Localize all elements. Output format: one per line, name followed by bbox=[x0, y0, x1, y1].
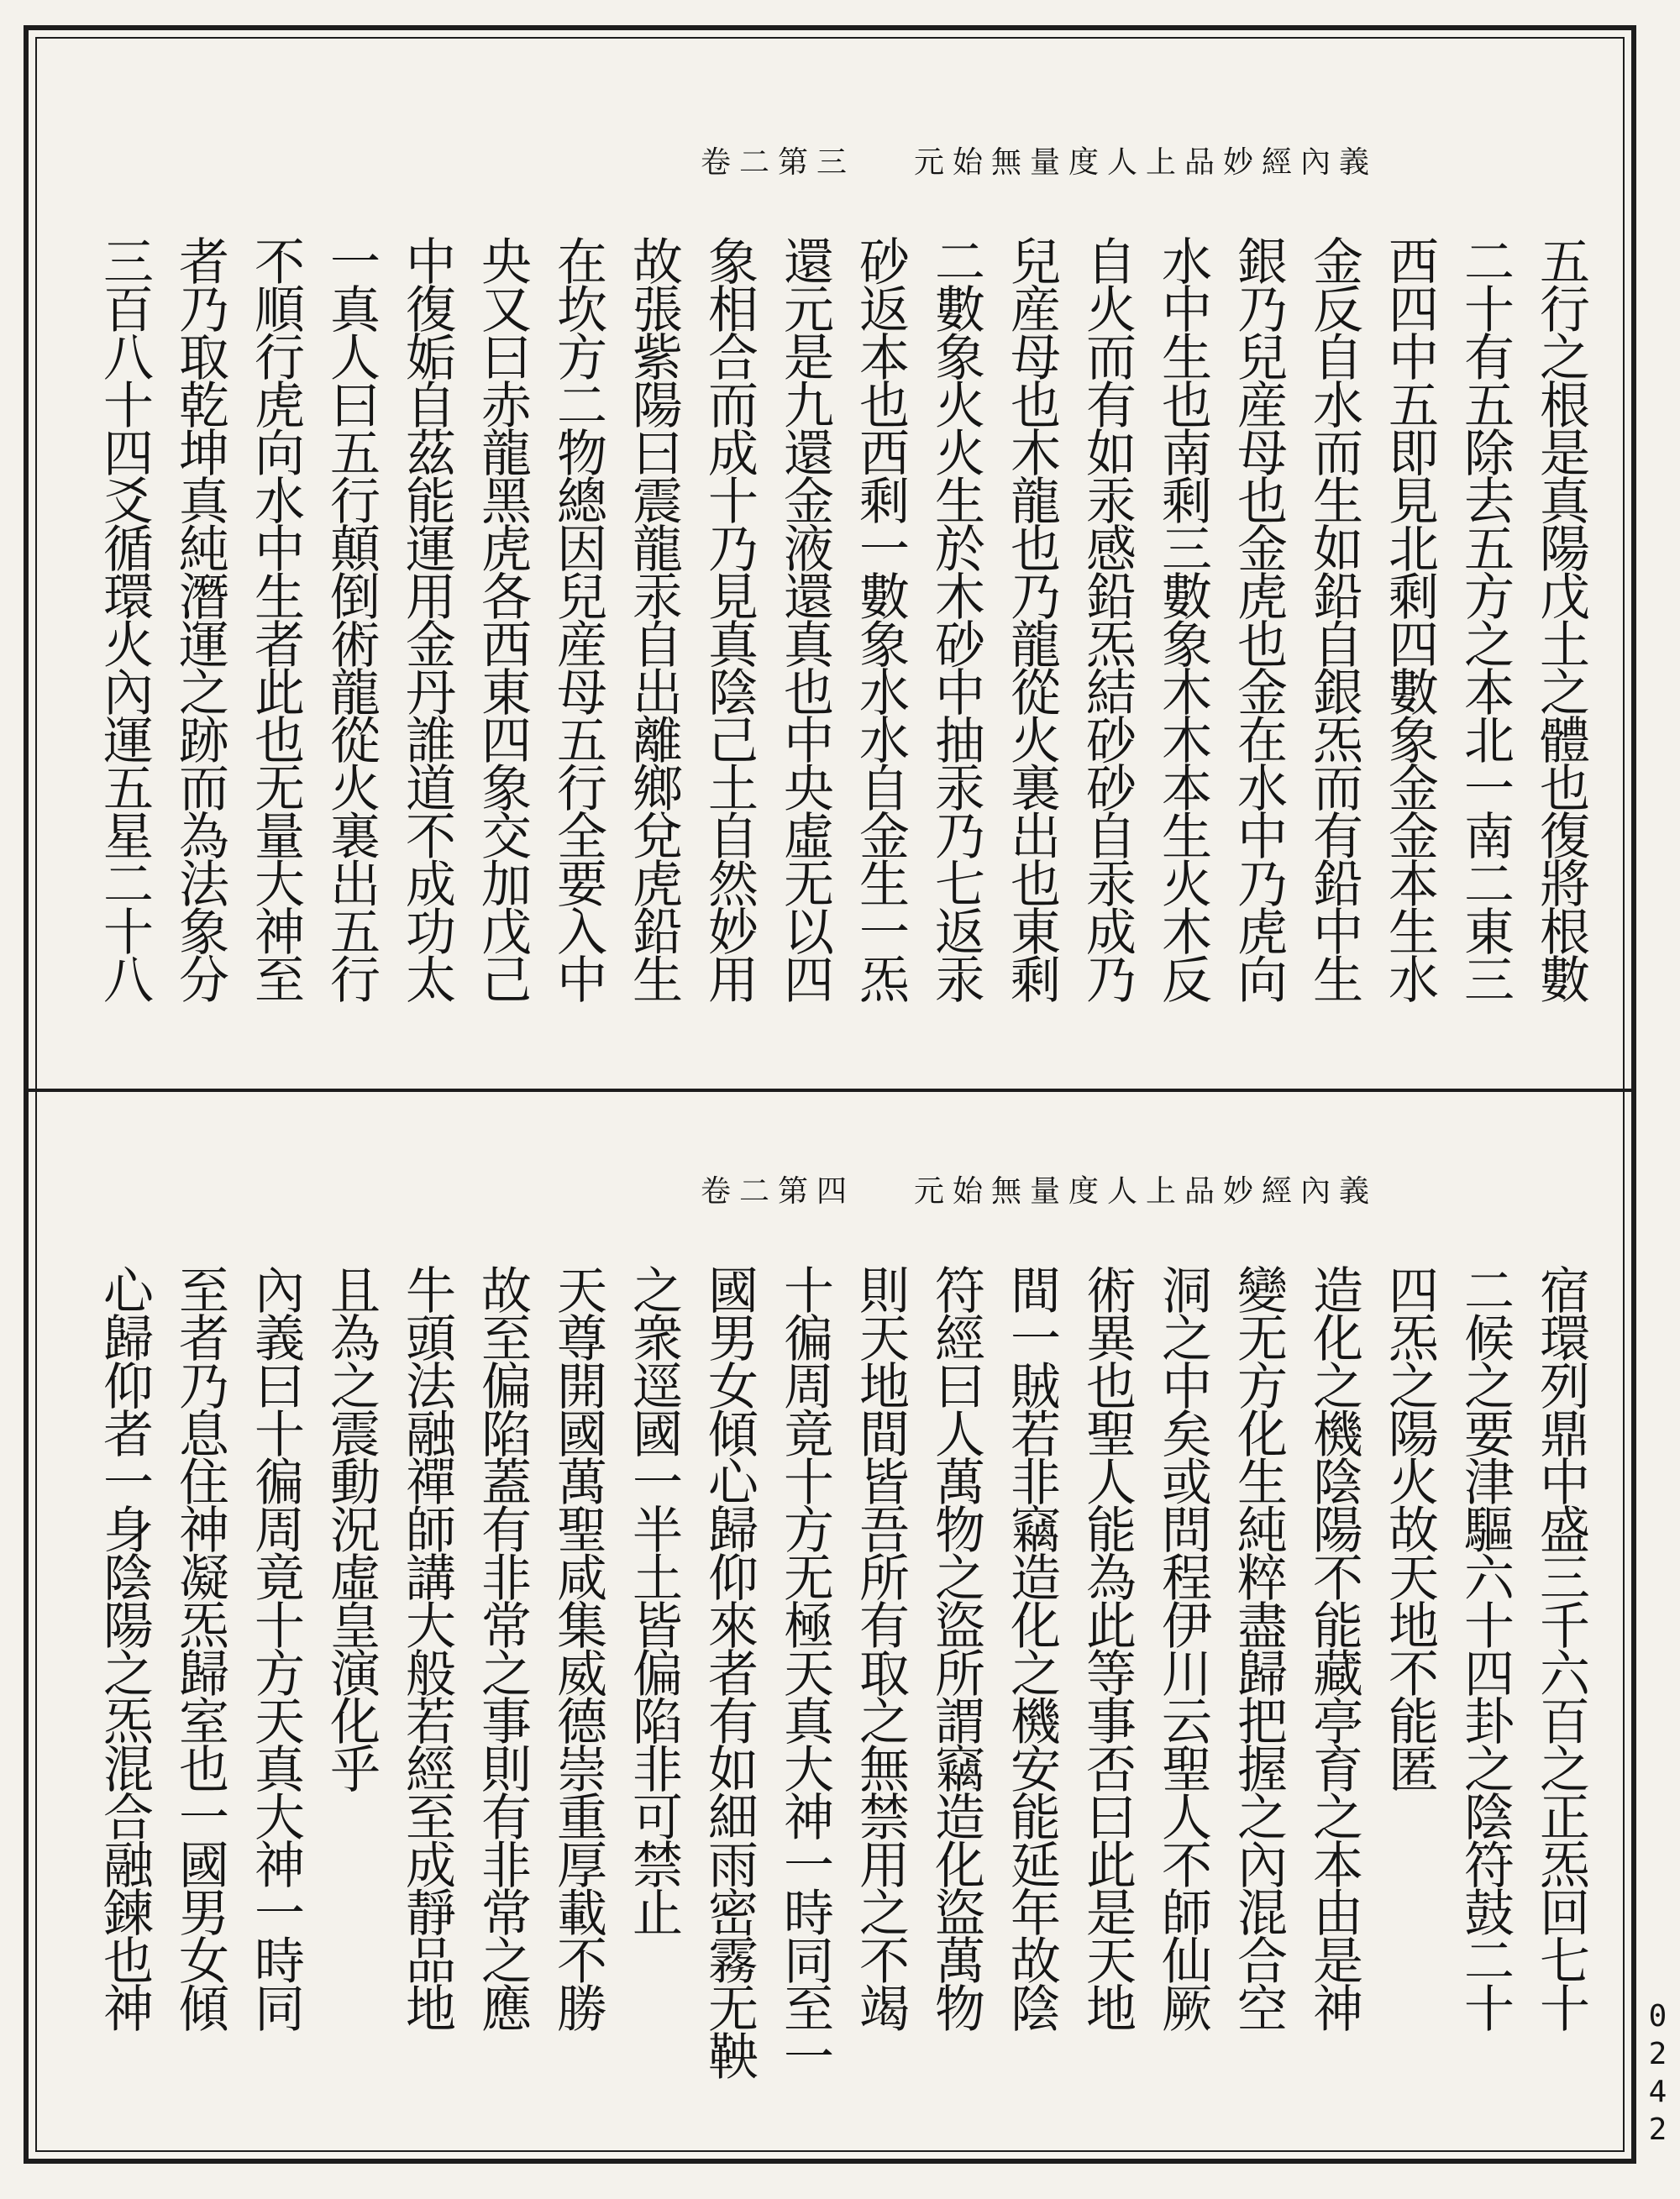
upper-leaf bbox=[84, 134, 1596, 1067]
text-column: 在坎方二物總因兒産母五行全要入中 bbox=[549, 235, 607, 1001]
text-column: 兒産母也木龍也乃龍從火裏出也東剩 bbox=[1002, 235, 1061, 1001]
text-column: 牛頭法融禪師講大般若經至成靜品地 bbox=[397, 1264, 456, 2030]
text-column: 中復姤自茲能運用金丹誰道不成功太 bbox=[397, 235, 456, 1001]
text-column: 間一賊若非竊造化之機安能延年故陰 bbox=[1002, 1264, 1061, 2030]
text-column: 五行之根是真陽戊土之體也復將根數 bbox=[1531, 235, 1590, 1001]
text-column: 內義曰十徧周竟十方天真大神一時同 bbox=[246, 1264, 305, 2030]
text-column: 砂返本也西剩一數象水水自金生一炁 bbox=[851, 235, 910, 1001]
text-column: 二數象火火生於木砂中抽汞乃七返汞 bbox=[927, 235, 985, 1001]
text-column: 四炁之陽火故天地不能匿 bbox=[1380, 1264, 1439, 1791]
text-column: 西四中五即見北剩四數象金金本生水 bbox=[1380, 235, 1439, 1001]
text-column: 故至偏陷蓋有非常之事則有非常之應 bbox=[473, 1264, 532, 2030]
text-column: 水中生也南剩三數象木木本生火木反 bbox=[1153, 235, 1212, 1001]
text-column: 造化之機陰陽不能藏亭育之本由是神 bbox=[1305, 1264, 1363, 2030]
text-column: 之衆逕國一半土皆偏陷非可禁止 bbox=[624, 1264, 683, 1934]
text-column: 心歸仰者一身陰陽之炁混合融鍊也神 bbox=[95, 1264, 154, 2030]
text-column: 宿環列鼎中盛三千六百之正炁回七十 bbox=[1531, 1264, 1590, 2030]
text-column: 故張紫陽曰震龍汞自出離鄉兌虎鉛生 bbox=[624, 235, 683, 1001]
text-column: 象相合而成十乃見真陰己土自然妙用 bbox=[700, 235, 759, 1001]
lower-header-chapter: 卷二第四 bbox=[700, 1173, 855, 1209]
text-column: 者乃取乾坤真純潛運之跡而為法象分 bbox=[171, 235, 229, 1001]
text-column: 變无方化生純粹盡歸把握之內混合空 bbox=[1229, 1264, 1288, 2030]
text-column: 二候之要津驅六十四卦之陰符鼓二十 bbox=[1456, 1264, 1515, 2030]
text-column: 一真人曰五行顛倒術龍從火裏出五行 bbox=[322, 235, 381, 1001]
text-column: 則天地間皆吾所有取之無禁用之不竭 bbox=[851, 1264, 910, 2030]
text-column: 央又曰赤龍黑虎各西東四象交加戊己 bbox=[473, 235, 532, 1001]
upper-header bbox=[701, 134, 1378, 185]
lower-header-title: 元始無量度人上品妙經內義 bbox=[913, 1173, 1378, 1209]
upper-header-chapter: 卷二第三 bbox=[700, 144, 855, 180]
lower-leaf bbox=[84, 1163, 1596, 2129]
fold-divider bbox=[25, 1089, 1631, 1092]
text-column: 國男女傾心歸仰來者有如細雨密霧无鞅 bbox=[700, 1264, 759, 2078]
text-column: 不順行虎向水中生者此也无量大神至 bbox=[246, 235, 305, 1001]
lower-header bbox=[701, 1163, 1378, 1214]
lower-text-columns bbox=[84, 1264, 1596, 2138]
text-column: 自火而有如汞感鉛炁結砂砂自汞成乃 bbox=[1078, 235, 1137, 1001]
text-column: 至者乃息住神凝炁歸室也一國男女傾 bbox=[171, 1264, 229, 2030]
text-column: 銀乃兒産母也金虎也金在水中乃虎向 bbox=[1229, 235, 1288, 1001]
text-column: 天尊開國萬聖咸集威德崇重厚載不勝 bbox=[549, 1264, 607, 2030]
text-column: 十徧周竟十方无極天真大神一時同至一 bbox=[775, 1264, 834, 2078]
text-column: 二十有五除去五方之本北一南二東三 bbox=[1456, 235, 1515, 1001]
text-column: 三百八十四爻循環火內運五星二十八 bbox=[95, 235, 154, 1001]
text-column: 且為之震動況虛皇演化乎 bbox=[322, 1264, 381, 1791]
text-column: 還元是九還金液還真也中央虛无以四 bbox=[775, 235, 834, 1001]
sheet-number: 0242 bbox=[1641, 1999, 1675, 2150]
text-column: 金反自水而生如鉛自銀炁而有鉛中生 bbox=[1305, 235, 1363, 1001]
text-column: 術異也聖人能為此等事否曰此是天地 bbox=[1078, 1264, 1137, 2030]
upper-text-columns bbox=[84, 235, 1596, 1075]
upper-header-title: 元始無量度人上品妙經內義 bbox=[913, 144, 1378, 180]
text-column: 符經曰人萬物之盜所謂竊造化盜萬物 bbox=[927, 1264, 985, 2030]
text-column: 洞之中矣或問程伊川云聖人不師仙厥 bbox=[1153, 1264, 1212, 2030]
